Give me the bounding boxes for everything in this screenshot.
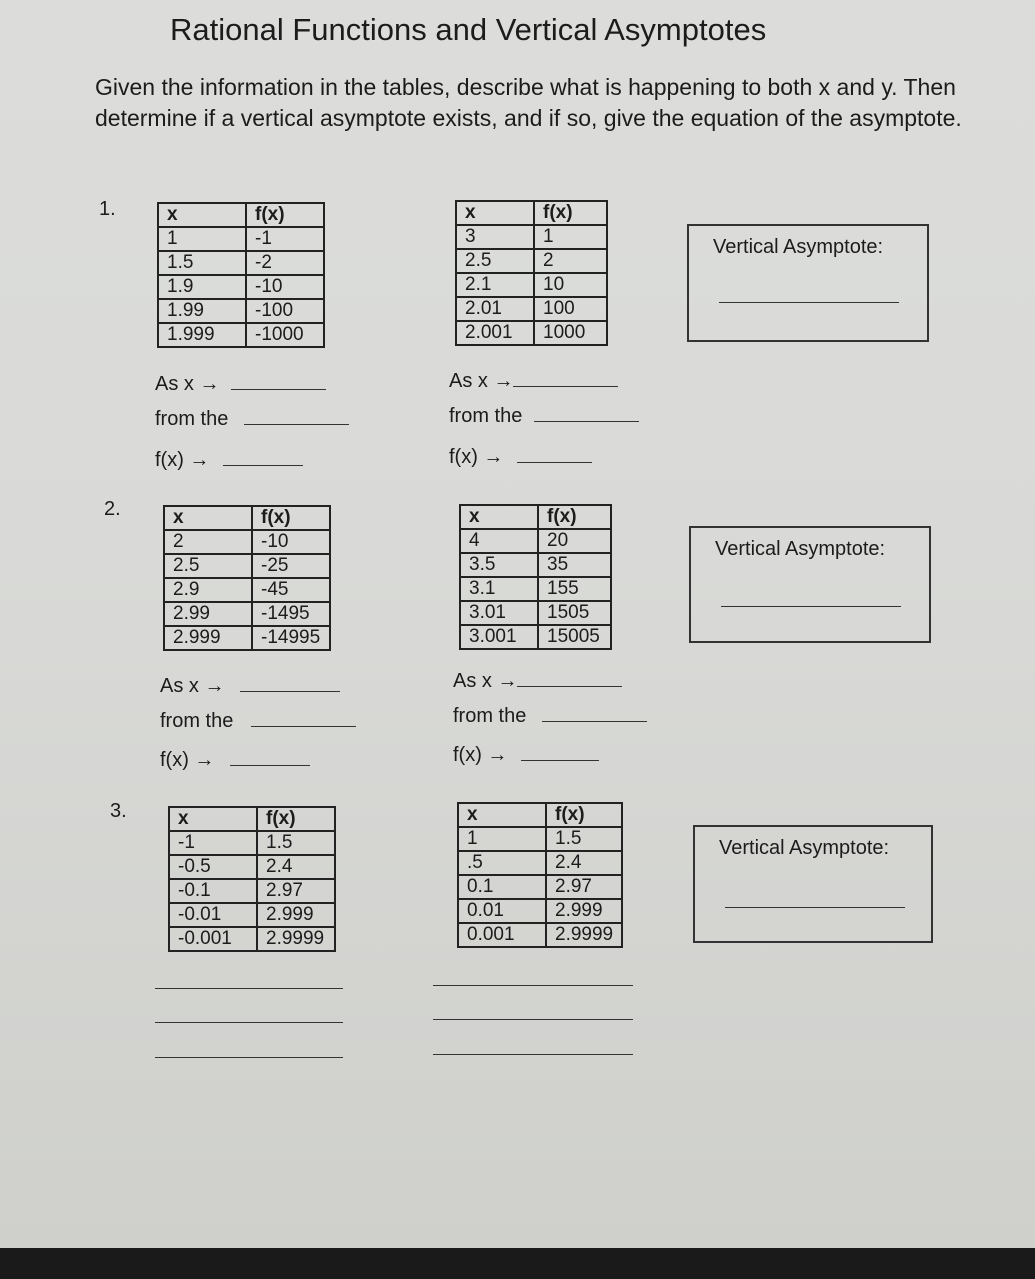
table-row: [164, 530, 330, 554]
table-row: [158, 227, 324, 251]
fx-value-cell: -1000: [246, 323, 324, 347]
problem-2-right-from-the: [453, 705, 647, 728]
x-value-cell: 1.99: [158, 299, 246, 323]
answer-blank[interactable]: [230, 749, 310, 766]
answer-line[interactable]: [155, 1022, 343, 1023]
problem-2-left-from-the: [160, 710, 356, 733]
x-value-cell: 2.5: [164, 554, 252, 578]
table-row: [458, 875, 622, 899]
fx-value-cell: 2.4: [546, 851, 622, 875]
answer-blank[interactable]: [251, 710, 356, 727]
answer-blank[interactable]: [240, 675, 340, 692]
as-x-label: As x →: [453, 670, 518, 692]
x-value-cell: 3: [456, 225, 534, 249]
problem-2-left-as-x: [160, 675, 340, 698]
fx-value-cell: 2: [534, 249, 607, 273]
fx-value-cell: 35: [538, 553, 611, 577]
table-row: [164, 554, 330, 578]
as-x-label: As x →: [155, 373, 220, 395]
table-row: [164, 626, 330, 650]
x-header: x: [456, 201, 534, 225]
fx-value-cell: -10: [246, 275, 324, 299]
problem-3-left-table: [168, 806, 336, 952]
problem-1-right-table: [455, 200, 608, 346]
as-x-label: As x →: [160, 675, 225, 697]
problem-2-left-fx: [160, 749, 310, 772]
problem-2-right-fx: [453, 744, 599, 767]
from-the-label: from the: [155, 408, 229, 430]
table-row: [158, 323, 324, 347]
fx-header: f(x): [252, 506, 330, 530]
answer-blank[interactable]: [521, 744, 599, 761]
fx-value-cell: 155: [538, 577, 611, 601]
fx-header: f(x): [538, 505, 611, 529]
x-value-cell: -0.001: [169, 927, 257, 951]
problem-1-right-fx: [449, 446, 592, 469]
fx-value-cell: 1: [534, 225, 607, 249]
page-title: Rational Functions and Vertical Asymptotes: [170, 12, 767, 47]
fx-header: f(x): [546, 803, 622, 827]
table-row: [458, 899, 622, 923]
answer-blank[interactable]: [534, 405, 639, 422]
x-value-cell: -0.01: [169, 903, 257, 927]
from-the-label: from the: [449, 405, 523, 427]
x-header: x: [164, 506, 252, 530]
problem-1-left-table: [157, 202, 325, 348]
answer-blank[interactable]: [244, 408, 349, 425]
fx-value-cell: -1: [246, 227, 324, 251]
fx-label: f(x) →: [449, 446, 504, 468]
x-value-cell: 1.5: [158, 251, 246, 275]
table-row: [458, 851, 622, 875]
x-header: x: [158, 203, 246, 227]
table-row: [158, 299, 324, 323]
table-row: [456, 297, 607, 321]
table-header-row: [169, 807, 335, 831]
answer-blank[interactable]: [513, 370, 618, 387]
from-the-label: from the: [453, 705, 527, 727]
table-surface: [0, 1248, 1035, 1279]
table-row: [164, 602, 330, 626]
answer-line[interactable]: [433, 1019, 633, 1020]
problem-1-left-as-x: [155, 373, 326, 396]
fx-header: f(x): [534, 201, 607, 225]
problem-1-right-as-x: [449, 370, 618, 393]
x-value-cell: 1: [158, 227, 246, 251]
vertical-asymptote-blank[interactable]: [719, 302, 899, 303]
table-row: [460, 601, 611, 625]
x-header: x: [460, 505, 538, 529]
answer-blank[interactable]: [517, 446, 592, 463]
problem-2-number: 2.: [104, 498, 121, 520]
problem-3-right-table: [457, 802, 623, 948]
fx-header: f(x): [257, 807, 335, 831]
vertical-asymptote-label: Vertical Asymptote:: [715, 538, 886, 560]
table-row: [460, 577, 611, 601]
vertical-asymptote-blank[interactable]: [721, 606, 901, 607]
x-value-cell: 0.01: [458, 899, 546, 923]
table-row: [460, 625, 611, 649]
x-value-cell: 3.001: [460, 625, 538, 649]
fx-value-cell: -14995: [252, 626, 330, 650]
problem-2-vertical-asymptote-box: [689, 526, 931, 643]
table-header-row: [158, 203, 324, 227]
fx-label: f(x) →: [160, 749, 215, 771]
problem-2-right-as-x: [453, 670, 622, 693]
fx-value-cell: 100: [534, 297, 607, 321]
problem-1-vertical-asymptote-box: [687, 224, 929, 342]
table-row: [458, 827, 622, 851]
x-header: x: [458, 803, 546, 827]
fx-value-cell: -45: [252, 578, 330, 602]
table-row: [456, 321, 607, 345]
x-value-cell: 2.1: [456, 273, 534, 297]
x-value-cell: 2.001: [456, 321, 534, 345]
table-row: [460, 553, 611, 577]
x-value-cell: 2.999: [164, 626, 252, 650]
fx-label: f(x) →: [155, 449, 210, 471]
fx-value-cell: 1505: [538, 601, 611, 625]
x-value-cell: 2.5: [456, 249, 534, 273]
x-value-cell: .5: [458, 851, 546, 875]
instructions: Given the information in the tables, describe what is happening to both x and y. Then determine if a vertical asymptote exists, and if so, give the equation of the asymptote.: [95, 74, 962, 131]
x-value-cell: 2: [164, 530, 252, 554]
table-header-row: [460, 505, 611, 529]
x-value-cell: 4: [460, 529, 538, 553]
answer-blank[interactable]: [542, 705, 647, 722]
x-value-cell: -1: [169, 831, 257, 855]
problem-1-left-fx: [155, 449, 303, 472]
fx-value-cell: 1.5: [546, 827, 622, 851]
answer-line[interactable]: [155, 988, 343, 989]
vertical-asymptote-blank[interactable]: [725, 907, 905, 908]
x-value-cell: 2.99: [164, 602, 252, 626]
answer-blank[interactable]: [517, 670, 622, 687]
problem-1-right-from-the: [449, 405, 639, 428]
fx-value-cell: -100: [246, 299, 324, 323]
answer-blank[interactable]: [231, 373, 326, 390]
x-value-cell: 2.9: [164, 578, 252, 602]
x-value-cell: 3.5: [460, 553, 538, 577]
table-row: [158, 251, 324, 275]
table-row: [456, 225, 607, 249]
table-header-row: [458, 803, 622, 827]
fx-value-cell: 2.97: [257, 879, 335, 903]
fx-value-cell: 20: [538, 529, 611, 553]
problem-2-right-table: [459, 504, 612, 650]
x-value-cell: -0.5: [169, 855, 257, 879]
fx-value-cell: 2.9999: [546, 923, 622, 947]
fx-value-cell: 2.97: [546, 875, 622, 899]
x-value-cell: 3.01: [460, 601, 538, 625]
table-row: [158, 275, 324, 299]
fx-value-cell: -1495: [252, 602, 330, 626]
vertical-asymptote-label: Vertical Asymptote:: [719, 837, 890, 859]
fx-value-cell: 1.5: [257, 831, 335, 855]
as-x-label: As x →: [449, 370, 514, 392]
x-value-cell: 2.01: [456, 297, 534, 321]
table-row: [169, 855, 335, 879]
x-value-cell: -0.1: [169, 879, 257, 903]
fx-header: f(x): [246, 203, 324, 227]
vertical-asymptote-label: Vertical Asymptote:: [713, 236, 884, 258]
table-row: [460, 529, 611, 553]
table-row: [169, 903, 335, 927]
fx-value-cell: -25: [252, 554, 330, 578]
problem-3-vertical-asymptote-box: [693, 825, 933, 943]
fx-value-cell: 10: [534, 273, 607, 297]
problem-2-left-table: [163, 505, 331, 651]
fx-value-cell: 1000: [534, 321, 607, 345]
from-the-label: from the: [160, 710, 234, 732]
answer-line[interactable]: [433, 985, 633, 986]
fx-value-cell: -2: [246, 251, 324, 275]
fx-value-cell: 2.9999: [257, 927, 335, 951]
answer-line[interactable]: [155, 1057, 343, 1058]
problem-1-number: 1.: [99, 198, 116, 220]
fx-value-cell: 2.4: [257, 855, 335, 879]
x-value-cell: 1.999: [158, 323, 246, 347]
x-value-cell: 1: [458, 827, 546, 851]
table-header-row: [164, 506, 330, 530]
fx-value-cell: -10: [252, 530, 330, 554]
table-row: [169, 879, 335, 903]
table-header-row: [456, 201, 607, 225]
table-row: [164, 578, 330, 602]
problem-1-left-from-the: [155, 408, 349, 431]
fx-label: f(x) →: [453, 744, 508, 766]
x-header: x: [169, 807, 257, 831]
fx-value-cell: 15005: [538, 625, 611, 649]
answer-blank[interactable]: [223, 449, 303, 466]
problem-3-number: 3.: [110, 800, 127, 822]
table-row: [456, 273, 607, 297]
fx-value-cell: 2.999: [546, 899, 622, 923]
fx-value-cell: 2.999: [257, 903, 335, 927]
table-row: [456, 249, 607, 273]
x-value-cell: 0.1: [458, 875, 546, 899]
x-value-cell: 1.9: [158, 275, 246, 299]
table-row: [169, 831, 335, 855]
x-value-cell: 3.1: [460, 577, 538, 601]
table-row: [169, 927, 335, 951]
table-row: [458, 923, 622, 947]
answer-line[interactable]: [433, 1054, 633, 1055]
x-value-cell: 0.001: [458, 923, 546, 947]
